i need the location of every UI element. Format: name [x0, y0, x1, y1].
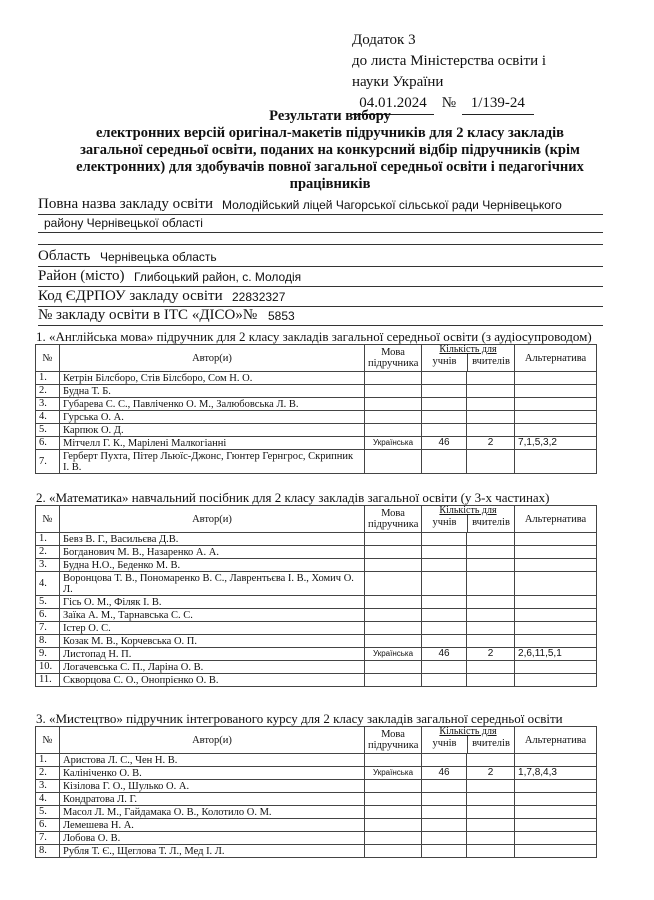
row-teachers — [467, 572, 515, 596]
addendum-line2: до листа Міністерства освіти і — [352, 53, 547, 69]
table-row — [36, 806, 597, 819]
row-language — [365, 533, 422, 546]
row-author: Заїка А. М., Тарнавська С. С. — [60, 609, 365, 622]
table-row — [36, 596, 597, 609]
table-row — [36, 572, 597, 596]
row-teachers — [467, 674, 515, 687]
row-language — [365, 572, 422, 596]
table-row — [36, 450, 597, 474]
row-language — [365, 806, 422, 819]
table-row — [36, 559, 597, 572]
row-language — [365, 819, 422, 832]
table-header-row — [36, 345, 597, 372]
row-number: 4. — [36, 793, 60, 806]
row-students — [422, 572, 467, 596]
row-number: 6. — [36, 819, 60, 832]
row-language — [365, 674, 422, 687]
row-alternative — [515, 533, 597, 546]
row-students — [422, 754, 467, 767]
row-author: Козак М. В., Корчевська О. П. — [60, 635, 365, 648]
field-its-number — [38, 305, 603, 326]
title-line3: загальної середньої освіти, поданих на конкурсний відбір підручників (крім — [80, 142, 580, 158]
addendum-no-sign: № — [441, 95, 457, 111]
row-language: Українська — [365, 437, 422, 450]
table-row — [36, 398, 597, 411]
row-students — [422, 596, 467, 609]
row-number: 3. — [36, 559, 60, 572]
row-alternative — [515, 609, 597, 622]
row-teachers — [467, 596, 515, 609]
row-students — [422, 806, 467, 819]
table-row — [36, 533, 597, 546]
row-language — [365, 546, 422, 559]
header-author: Автор(и) — [60, 345, 365, 372]
row-language — [365, 754, 422, 767]
field-region — [38, 246, 603, 267]
row-alternative — [515, 411, 597, 424]
row-students: 46 — [422, 648, 467, 661]
field-district-value: Глибоцький район, с. Молодія — [134, 270, 302, 284]
row-students — [422, 635, 467, 648]
row-author: Скворцова С. О., Онопрієнко О. В. — [60, 674, 365, 687]
table-row — [36, 609, 597, 622]
row-alternative — [515, 845, 597, 858]
header-teachers: вчителів — [467, 736, 514, 753]
row-number: 7. — [36, 622, 60, 635]
row-alternative — [515, 780, 597, 793]
row-students — [422, 780, 467, 793]
table-row — [36, 622, 597, 635]
addendum-date: 04.01.2024 — [352, 93, 434, 115]
table-row — [36, 661, 597, 674]
row-language — [365, 450, 422, 474]
row-number: 9. — [36, 648, 60, 661]
table-row — [36, 780, 597, 793]
row-number: 3. — [36, 780, 60, 793]
row-students — [422, 559, 467, 572]
row-author: Мітчелл Г. К., Марілені Малкогіанні — [60, 437, 365, 450]
row-language — [365, 780, 422, 793]
row-teachers — [467, 385, 515, 398]
row-alternative — [515, 450, 597, 474]
section-1-title: 1. «Англійська мова» підручник для 2 класу закладів загальної середньої освіти (з аудіосупроводом) — [36, 329, 592, 344]
header-lang: Мова підручника — [365, 345, 422, 372]
row-teachers — [467, 635, 515, 648]
row-teachers — [467, 609, 515, 622]
table-row — [36, 832, 597, 845]
field-edrpou-value: 22832327 — [232, 290, 286, 304]
row-alternative — [515, 832, 597, 845]
table-row — [36, 845, 597, 858]
row-number: 1. — [36, 533, 60, 546]
row-author: Карпюк О. Д. — [60, 424, 365, 437]
row-author: Аристова Л. С., Чен Н. В. — [60, 754, 365, 767]
row-students — [422, 793, 467, 806]
row-number: 8. — [36, 635, 60, 648]
row-language — [365, 832, 422, 845]
row-alternative: 7,1,5,3,2 — [515, 437, 597, 450]
table-row — [36, 424, 597, 437]
row-author: Гурська О. А. — [60, 411, 365, 424]
field-its-value: 5853 — [268, 309, 295, 323]
table-row — [36, 411, 597, 424]
row-alternative — [515, 635, 597, 648]
row-number: 7. — [36, 832, 60, 845]
section-3-title: 3. «Мистецтво» підручник інтегрованого курсу для 2 класу закладів загальної середньої освіти — [36, 711, 563, 726]
row-number: 2. — [36, 767, 60, 780]
row-language — [365, 793, 422, 806]
row-students — [422, 411, 467, 424]
row-language — [365, 559, 422, 572]
row-students — [422, 845, 467, 858]
table-row — [36, 767, 597, 780]
row-author: Богданович М. В., Назаренко А. А. — [60, 546, 365, 559]
row-language — [365, 845, 422, 858]
row-alternative — [515, 559, 597, 572]
row-teachers — [467, 559, 515, 572]
table-row — [36, 635, 597, 648]
row-number: 5. — [36, 806, 60, 819]
section-2-table — [35, 505, 597, 687]
field-school-name-value: Молодійський ліцей Чагорської сільської ради Чернівецького — [222, 198, 562, 212]
addendum-line3: науки України — [352, 74, 444, 90]
row-number: 5. — [36, 424, 60, 437]
row-students — [422, 398, 467, 411]
row-teachers — [467, 845, 515, 858]
header-students: учнів — [432, 356, 457, 367]
header-num: № — [36, 727, 60, 754]
row-language — [365, 411, 422, 424]
row-teachers — [467, 450, 515, 474]
row-teachers: 2 — [467, 648, 515, 661]
row-alternative — [515, 372, 597, 385]
title-line2: електронних версій оригінал-макетів підручників для 2 класу закладів — [96, 125, 564, 141]
row-number: 1. — [36, 754, 60, 767]
table-row — [36, 372, 597, 385]
header-alt: Альтернатива — [515, 345, 597, 372]
row-author: Будна Т. Б. — [60, 385, 365, 398]
row-students — [422, 622, 467, 635]
table-header-row — [36, 506, 597, 533]
row-language — [365, 596, 422, 609]
field-edrpou — [38, 286, 603, 307]
row-author: Логачевська С. П., Ларіна О. В. — [60, 661, 365, 674]
row-alternative — [515, 674, 597, 687]
row-author: Листопад Н. П. — [60, 648, 365, 661]
header-qty — [422, 506, 515, 533]
field-district-label: Район (місто) — [38, 268, 125, 284]
header-qty-label: Кількість для — [439, 344, 497, 355]
field-region-value: Чернівецька область — [100, 250, 217, 264]
row-students: 46 — [422, 437, 467, 450]
row-language — [365, 385, 422, 398]
header-author: Автор(и) — [60, 506, 365, 533]
field-school-name-label: Повна назва закладу освіти — [38, 196, 214, 212]
row-students — [422, 385, 467, 398]
row-author: Рубля Т. Є., Щеглова Т. Л., Мед І. Л. — [60, 845, 365, 858]
row-teachers: 2 — [467, 437, 515, 450]
header-author: Автор(и) — [60, 727, 365, 754]
row-number: 5. — [36, 596, 60, 609]
row-alternative: 1,7,8,4,3 — [515, 767, 597, 780]
row-students — [422, 609, 467, 622]
table-row — [36, 385, 597, 398]
row-alternative — [515, 596, 597, 609]
header-teachers: вчителів — [467, 354, 514, 371]
row-language: Українська — [365, 648, 422, 661]
document-title — [50, 108, 610, 193]
table-header-row — [36, 727, 597, 754]
header-qty — [422, 345, 515, 372]
row-number: 2. — [36, 385, 60, 398]
row-number: 10. — [36, 661, 60, 674]
header-num: № — [36, 345, 60, 372]
row-number: 4. — [36, 411, 60, 424]
row-teachers — [467, 806, 515, 819]
section-2-title: 2. «Математика» навчальний посібник для 2 класу закладів загальної освіти (у 3-х частинах) — [36, 490, 550, 505]
row-number: 6. — [36, 437, 60, 450]
addendum-block — [352, 30, 642, 115]
row-author: Кетрін Білсборо, Стів Білсборо, Сом Н. О. — [60, 372, 365, 385]
row-teachers: 2 — [467, 767, 515, 780]
row-alternative — [515, 546, 597, 559]
row-students — [422, 661, 467, 674]
row-students — [422, 674, 467, 687]
row-author: Масол Л. М., Гайдамака О. В., Колотило О. М. — [60, 806, 365, 819]
row-alternative — [515, 398, 597, 411]
row-teachers — [467, 793, 515, 806]
section-3-table — [35, 726, 597, 858]
row-author: Лобова О. В. — [60, 832, 365, 845]
table-row — [36, 819, 597, 832]
table-row — [36, 546, 597, 559]
row-alternative — [515, 819, 597, 832]
row-language — [365, 398, 422, 411]
row-students — [422, 819, 467, 832]
row-number: 8. — [36, 845, 60, 858]
row-alternative — [515, 806, 597, 819]
row-number: 11. — [36, 674, 60, 687]
addendum-line1: Додаток 3 — [352, 32, 416, 48]
row-language — [365, 372, 422, 385]
row-teachers — [467, 819, 515, 832]
row-students — [422, 450, 467, 474]
row-number: 1. — [36, 372, 60, 385]
header-qty — [422, 727, 515, 754]
row-teachers — [467, 546, 515, 559]
header-students: учнів — [432, 738, 457, 749]
row-students — [422, 546, 467, 559]
row-teachers — [467, 424, 515, 437]
field-school-name-cont — [38, 212, 603, 233]
row-author: Будна Н.О., Беденко М. В. — [60, 559, 365, 572]
row-teachers — [467, 398, 515, 411]
row-alternative — [515, 793, 597, 806]
row-students — [422, 424, 467, 437]
header-alt: Альтернатива — [515, 506, 597, 533]
row-teachers — [467, 533, 515, 546]
row-students — [422, 372, 467, 385]
row-author: Істер О. С. — [60, 622, 365, 635]
table-row — [36, 754, 597, 767]
header-num: № — [36, 506, 60, 533]
title-line4: електронних) для здобувачів повної загальної середньої освіти і педагогічних — [76, 159, 584, 175]
row-author: Герберт Пухта, Пітер Льюїс-Джонс, Гюнтер Гернгрос, Скрипник І. В. — [60, 450, 365, 474]
row-author: Воронцова Т. В., Пономаренко В. С., Лаврентьєва І. В., Хомич О. Л. — [60, 572, 365, 596]
row-students — [422, 533, 467, 546]
row-author: Губарева С. С., Павліченко О. М., Залюбовська Л. В. — [60, 398, 365, 411]
row-alternative — [515, 572, 597, 596]
row-language — [365, 661, 422, 674]
header-qty-label: Кількість для — [439, 726, 497, 737]
row-alternative — [515, 385, 597, 398]
addendum-number: 1/139-24 — [462, 93, 534, 115]
row-author: Кізілова Г. О., Шулько О. А. — [60, 780, 365, 793]
row-number: 7. — [36, 450, 60, 474]
row-number: 4. — [36, 572, 60, 596]
header-qty-label: Кількість для — [439, 505, 497, 516]
row-language — [365, 622, 422, 635]
field-school-name-value2: району Чернівецької області — [44, 216, 203, 230]
header-lang: Мова підручника — [365, 506, 422, 533]
row-author: Лемешева Н. А. — [60, 819, 365, 832]
row-author: Бевз В. Г., Васильєва Д.В. — [60, 533, 365, 546]
row-teachers — [467, 661, 515, 674]
header-lang: Мова підручника — [365, 727, 422, 754]
row-alternative — [515, 754, 597, 767]
row-alternative: 2,6,11,5,1 — [515, 648, 597, 661]
row-alternative — [515, 424, 597, 437]
blank-line — [38, 244, 603, 245]
field-region-label: Область — [38, 248, 91, 264]
row-number: 2. — [36, 546, 60, 559]
table-row — [36, 674, 597, 687]
row-alternative — [515, 661, 597, 674]
row-teachers — [467, 411, 515, 424]
row-students — [422, 832, 467, 845]
row-author: Кондратова Л. Г. — [60, 793, 365, 806]
row-teachers — [467, 780, 515, 793]
section-1-table — [35, 344, 597, 474]
row-author: Калініченко О. В. — [60, 767, 365, 780]
row-number: 3. — [36, 398, 60, 411]
table-row — [36, 437, 597, 450]
table-row — [36, 793, 597, 806]
row-alternative — [515, 622, 597, 635]
row-language — [365, 635, 422, 648]
row-language: Українська — [365, 767, 422, 780]
field-its-label: № закладу освіти в ІТС «ДІСО»№ — [38, 307, 258, 323]
table-row — [36, 648, 597, 661]
row-number: 6. — [36, 609, 60, 622]
title-line5: працівників — [289, 176, 371, 192]
field-district — [38, 266, 603, 287]
title-line1: Результати вибору — [269, 108, 391, 124]
row-teachers — [467, 832, 515, 845]
header-alt: Альтернатива — [515, 727, 597, 754]
row-teachers — [467, 622, 515, 635]
header-students: учнів — [432, 517, 457, 528]
row-teachers — [467, 372, 515, 385]
row-author: Гісь О. М., Філяк І. В. — [60, 596, 365, 609]
row-language — [365, 424, 422, 437]
field-edrpou-label: Код ЄДРПОУ закладу освіти — [38, 288, 223, 304]
row-teachers — [467, 754, 515, 767]
row-students: 46 — [422, 767, 467, 780]
row-language — [365, 609, 422, 622]
header-teachers: вчителів — [467, 515, 514, 532]
